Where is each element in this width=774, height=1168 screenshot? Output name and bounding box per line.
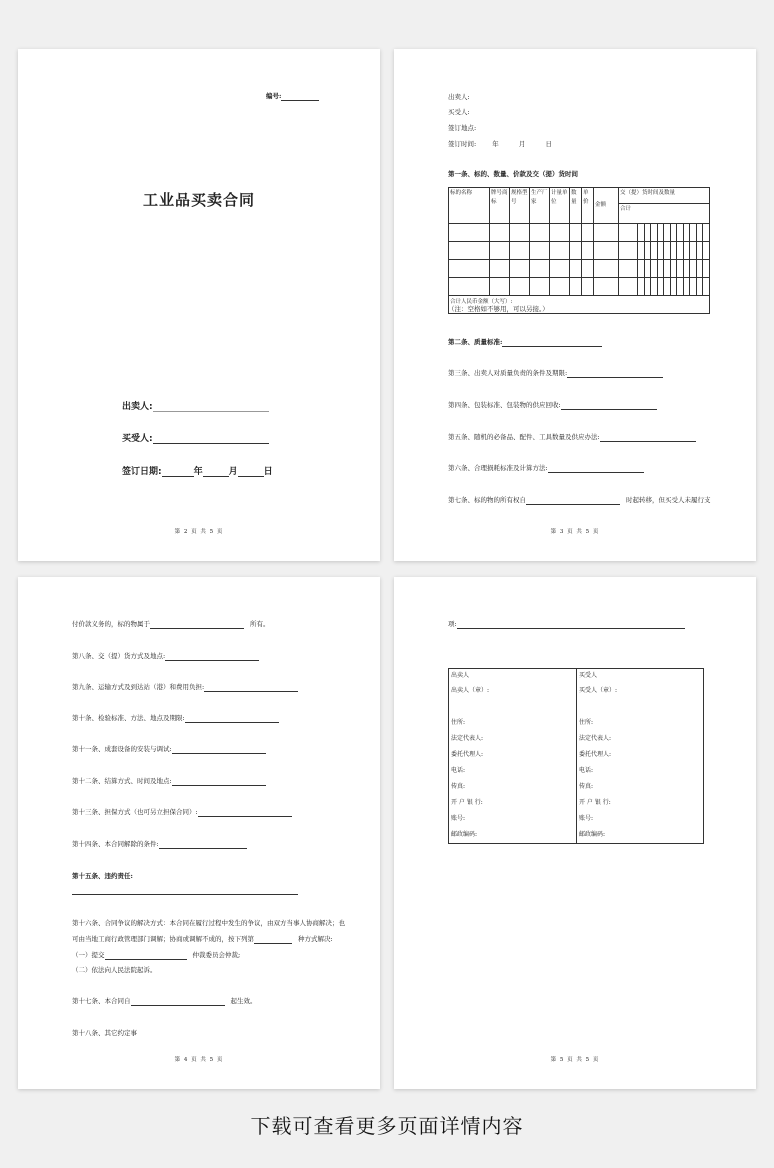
contract-page-4 bbox=[394, 577, 756, 1089]
table-row bbox=[449, 260, 710, 278]
clause-18-cont: 项: bbox=[448, 621, 685, 629]
clause-5: 第五条、随机的必备品、配件、工具数量及供应办法: bbox=[448, 434, 696, 442]
page-number: 第 3 页 共 5 页 bbox=[550, 529, 600, 535]
clause-4: 第四条、包装标准、包装物的供应回收: bbox=[448, 402, 657, 410]
clause-16-line2: 可由当地工商行政管理部门调解；协商或调解不成的，按下列第 种方式解决: bbox=[72, 935, 333, 944]
clause-18: 第十八条、其它约定事 bbox=[72, 1029, 137, 1037]
clause-15-blank bbox=[72, 894, 298, 895]
clause-16-line1: 第十六条、合同争议的解决方式：本合同在履行过程中发生的争议，由双方当事人协商解决；也 bbox=[72, 919, 345, 927]
clause-3: 第三条、出卖人对质量负责的条件及期限: bbox=[448, 370, 663, 378]
col-header: 牌号商标 bbox=[490, 188, 510, 224]
delivery-header: 交（提）货时间及数量 合计 bbox=[619, 188, 710, 224]
page-number: 第 5 页 共 5 页 bbox=[550, 1057, 600, 1063]
seller-field: 出卖人: bbox=[122, 399, 269, 412]
court-option: （二）依法向人民法院起诉。 bbox=[72, 966, 157, 974]
clause-8: 第八条、交（提）货方式及地点: bbox=[72, 653, 259, 661]
page-number: 第 2 页 共 5 页 bbox=[174, 529, 224, 535]
clause-14: 第十四条、本合同解除的条件: bbox=[72, 841, 247, 849]
clause-17: 第十七条、本合同自 起生效。 bbox=[72, 997, 257, 1006]
contract-page-cover bbox=[18, 49, 380, 561]
party-signature-table bbox=[448, 668, 704, 844]
contract-page-2 bbox=[394, 49, 756, 561]
sign-place-line: 签订地点: bbox=[448, 124, 477, 132]
clause-7-cont: 付价款义务的，标的物属于 所有。 bbox=[72, 620, 270, 629]
code-label: 编号: bbox=[266, 92, 282, 101]
col-header: 标的名称 bbox=[449, 188, 490, 224]
buyer-column: 买受人 买受人（章）: 住所: 法定代表人: 委托代理人: 电话: 传真: 开 户 银 行: 账号: 邮政编码: bbox=[576, 669, 704, 843]
arbitration-option: （一）提交 仲裁委员会仲裁; bbox=[72, 951, 241, 960]
contract-page-3 bbox=[18, 577, 380, 1089]
table-row bbox=[449, 224, 710, 242]
page-number: 第 4 页 共 5 页 bbox=[174, 1057, 224, 1063]
contract-title: 工业品买卖合同 bbox=[142, 191, 255, 209]
clause-11: 第十一条、成套设备的安装与调试: bbox=[72, 746, 266, 754]
clause-2: 第二条、质量标准: bbox=[448, 339, 602, 347]
seller-line: 出卖人: bbox=[448, 93, 470, 101]
col-header: 规格型号 bbox=[510, 188, 530, 224]
clause-13: 第十三条、担保方式（也可另立担保合同）: bbox=[72, 809, 292, 817]
goods-table bbox=[448, 187, 710, 314]
col-header: 生产厂家 bbox=[530, 188, 550, 224]
table-total: 合计人民币金额（大写）: bbox=[449, 296, 710, 314]
col-header: 计量单位 bbox=[550, 188, 570, 224]
sign-time-line: 签订时间: 年 月 日 bbox=[448, 140, 552, 148]
col-header: 金额 bbox=[594, 188, 619, 224]
table-note: （注：空格如不够用，可以另接。） bbox=[448, 305, 549, 313]
clause-9: 第九条、运输方式及到达站（港）和费用负担: bbox=[72, 684, 298, 692]
col-header: 单价 bbox=[582, 188, 594, 224]
table-row bbox=[449, 242, 710, 260]
clause-10: 第十条、检验标准、方法、地点及期限: bbox=[72, 715, 279, 723]
clause-6: 第六条、合理损耗标准及计算方法: bbox=[448, 465, 644, 473]
clause-12: 第十二条、结算方式、时间及地点: bbox=[72, 778, 266, 786]
buyer-field: 买受人: bbox=[122, 431, 269, 444]
col-header: 数量 bbox=[570, 188, 582, 224]
code-field bbox=[266, 93, 319, 101]
seller-column: 出卖人 出卖人（章）: 住所: 法定代表人: 委托代理人: 电话: 传真: 开 户 银 行: 账号: 邮政编码: bbox=[451, 672, 490, 838]
sign-date-field: 签订日期: 年 月 日 bbox=[122, 467, 273, 477]
clause-1: 第一条、标的、数量、价款及交（提）货时间 bbox=[448, 170, 578, 178]
clause-7: 第七条、标的物的所有权自 时起转移，但买受人未履行支 bbox=[448, 496, 711, 505]
table-row bbox=[449, 278, 710, 296]
clause-15: 第十五条、违约责任: bbox=[72, 872, 133, 880]
download-caption: 下载可查看更多页面详情内容 bbox=[250, 1114, 524, 1138]
buyer-line: 买受人: bbox=[448, 108, 470, 116]
